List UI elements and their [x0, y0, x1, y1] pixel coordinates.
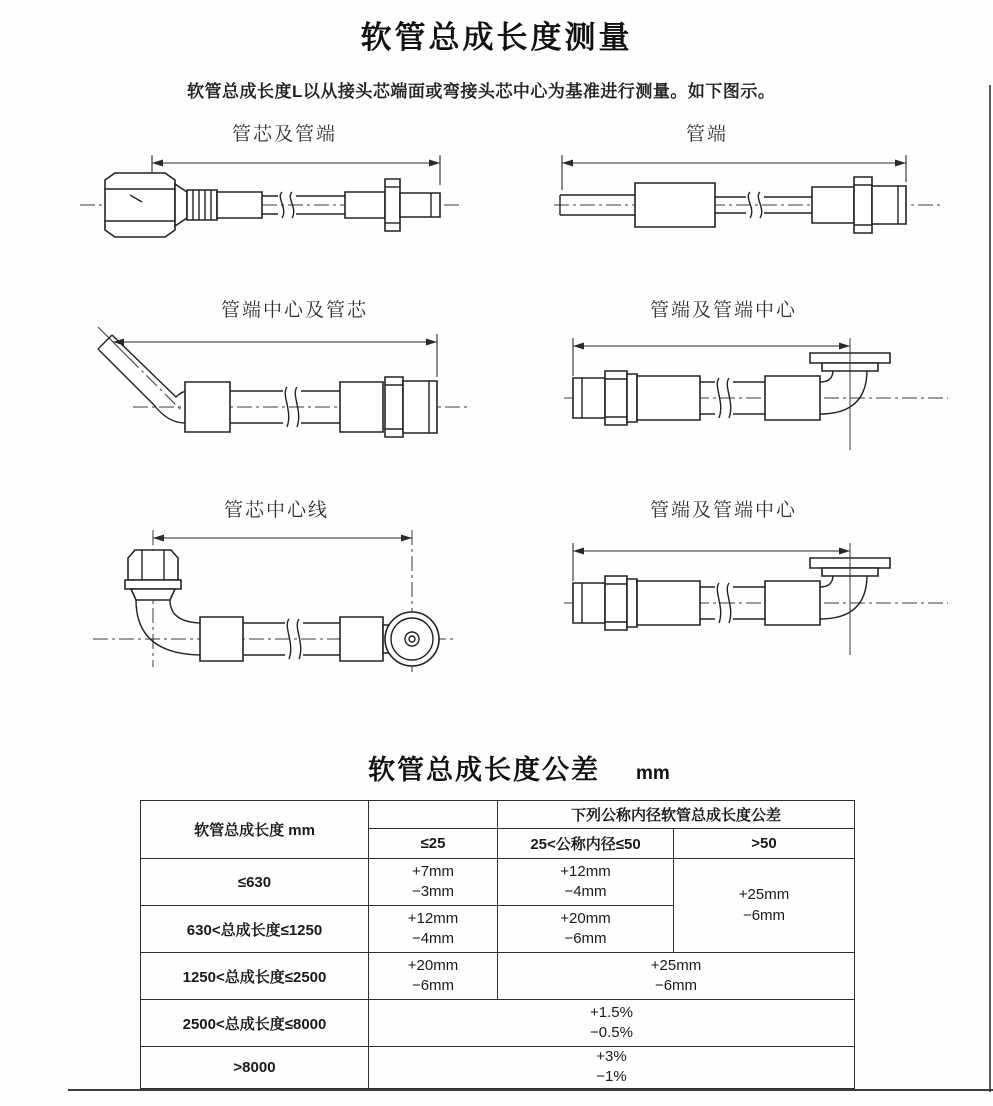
right-male-fitting	[345, 179, 440, 231]
hose-diagram-end	[550, 148, 945, 266]
angled-tube-end	[98, 335, 188, 423]
table-title: 软管总成长度公差	[368, 755, 600, 785]
tolerance-table	[140, 800, 855, 1089]
left-male-fitting	[573, 576, 700, 630]
header-sub-2: 25<公称内径≤50	[498, 829, 674, 859]
dimension-line	[113, 334, 437, 377]
left-male-fitting	[573, 371, 700, 425]
elbow-flange-end	[810, 338, 890, 450]
header-sub-3: >50	[674, 829, 855, 859]
right-male-fitting	[340, 377, 437, 437]
table-header-row-1	[141, 801, 855, 829]
tolerance-cell: +1.5% −0.5%	[369, 1000, 855, 1047]
table-row	[141, 1000, 855, 1047]
figure-label-end-and-end-center-2: 管端及管端中心	[650, 500, 798, 521]
right-male-fitting	[812, 177, 906, 233]
row-label: 2500<总成长度≤8000	[141, 1000, 369, 1047]
header-group: 下列公称内径软管总成长度公差	[498, 801, 855, 829]
table-row	[141, 953, 855, 1000]
dimension-line	[153, 535, 412, 542]
figure-label-end: 管端	[686, 124, 729, 145]
row-label: >8000	[141, 1047, 369, 1089]
hose-diagram-core-and-end	[75, 148, 465, 266]
figure-label-core-centerline: 管芯中心线	[224, 500, 330, 521]
hose-diagram-core-centerline	[85, 522, 515, 687]
table-title-block	[368, 748, 670, 787]
crimp-sleeve-right	[765, 376, 820, 420]
hose-diagram-end-center-core	[88, 325, 513, 460]
page-title: 软管总成长度测量	[360, 20, 633, 55]
figure-label-core-and-end: 管芯及管端	[232, 124, 338, 145]
tolerance-cell: +25mm −6mm	[674, 859, 855, 953]
tolerance-cell: +3% −1%	[369, 1047, 855, 1089]
crimp-sleeve-left	[200, 617, 243, 661]
figure-label-end-and-end-center: 管端及管端中心	[650, 300, 798, 321]
table-row	[141, 1047, 855, 1089]
row-label: 630<总成长度≤1250	[141, 906, 369, 953]
crimp-sleeve-right	[765, 581, 820, 625]
table-row	[141, 859, 855, 906]
crimp-sleeve-left	[217, 192, 262, 218]
header-empty-cell	[369, 801, 498, 829]
angled-centerline	[128, 357, 182, 411]
elbow-flange-end	[810, 543, 890, 655]
tolerance-cell: +20mm −6mm	[369, 953, 498, 1000]
tolerance-cell: +12mm −4mm	[369, 906, 498, 953]
crimp-sleeve-left	[635, 183, 715, 227]
tolerance-cell: +12mm −4mm	[498, 859, 674, 906]
crimp-sleeve-left	[185, 382, 230, 432]
page-edge-bottom	[68, 1089, 993, 1091]
header-length-col: 软管总成长度 mm	[141, 801, 369, 859]
row-label: 1250<总成长度≤2500	[141, 953, 369, 1000]
table-unit: mm	[636, 763, 670, 784]
left-swivel-nut	[105, 173, 217, 237]
hose-diagram-end-and-end-center-2	[560, 537, 960, 667]
banjo-eye-fitting	[340, 612, 439, 666]
row-label: ≤630	[141, 859, 369, 906]
tolerance-cell: +7mm −3mm	[369, 859, 498, 906]
plain-tube-end	[560, 195, 635, 215]
tolerance-cell: +20mm −6mm	[498, 906, 674, 953]
page-edge-right	[989, 85, 991, 1092]
intro-text: 软管总成长度L以从接头芯端面或弯接头芯中心为基准进行测量。如下图示。	[187, 82, 776, 101]
figure-label-end-center-core: 管端中心及管芯	[221, 300, 369, 321]
tolerance-cell: +25mm −6mm	[498, 953, 855, 1000]
header-sub-1: ≤25	[369, 829, 498, 859]
hose-diagram-end-and-end-center	[560, 332, 960, 462]
